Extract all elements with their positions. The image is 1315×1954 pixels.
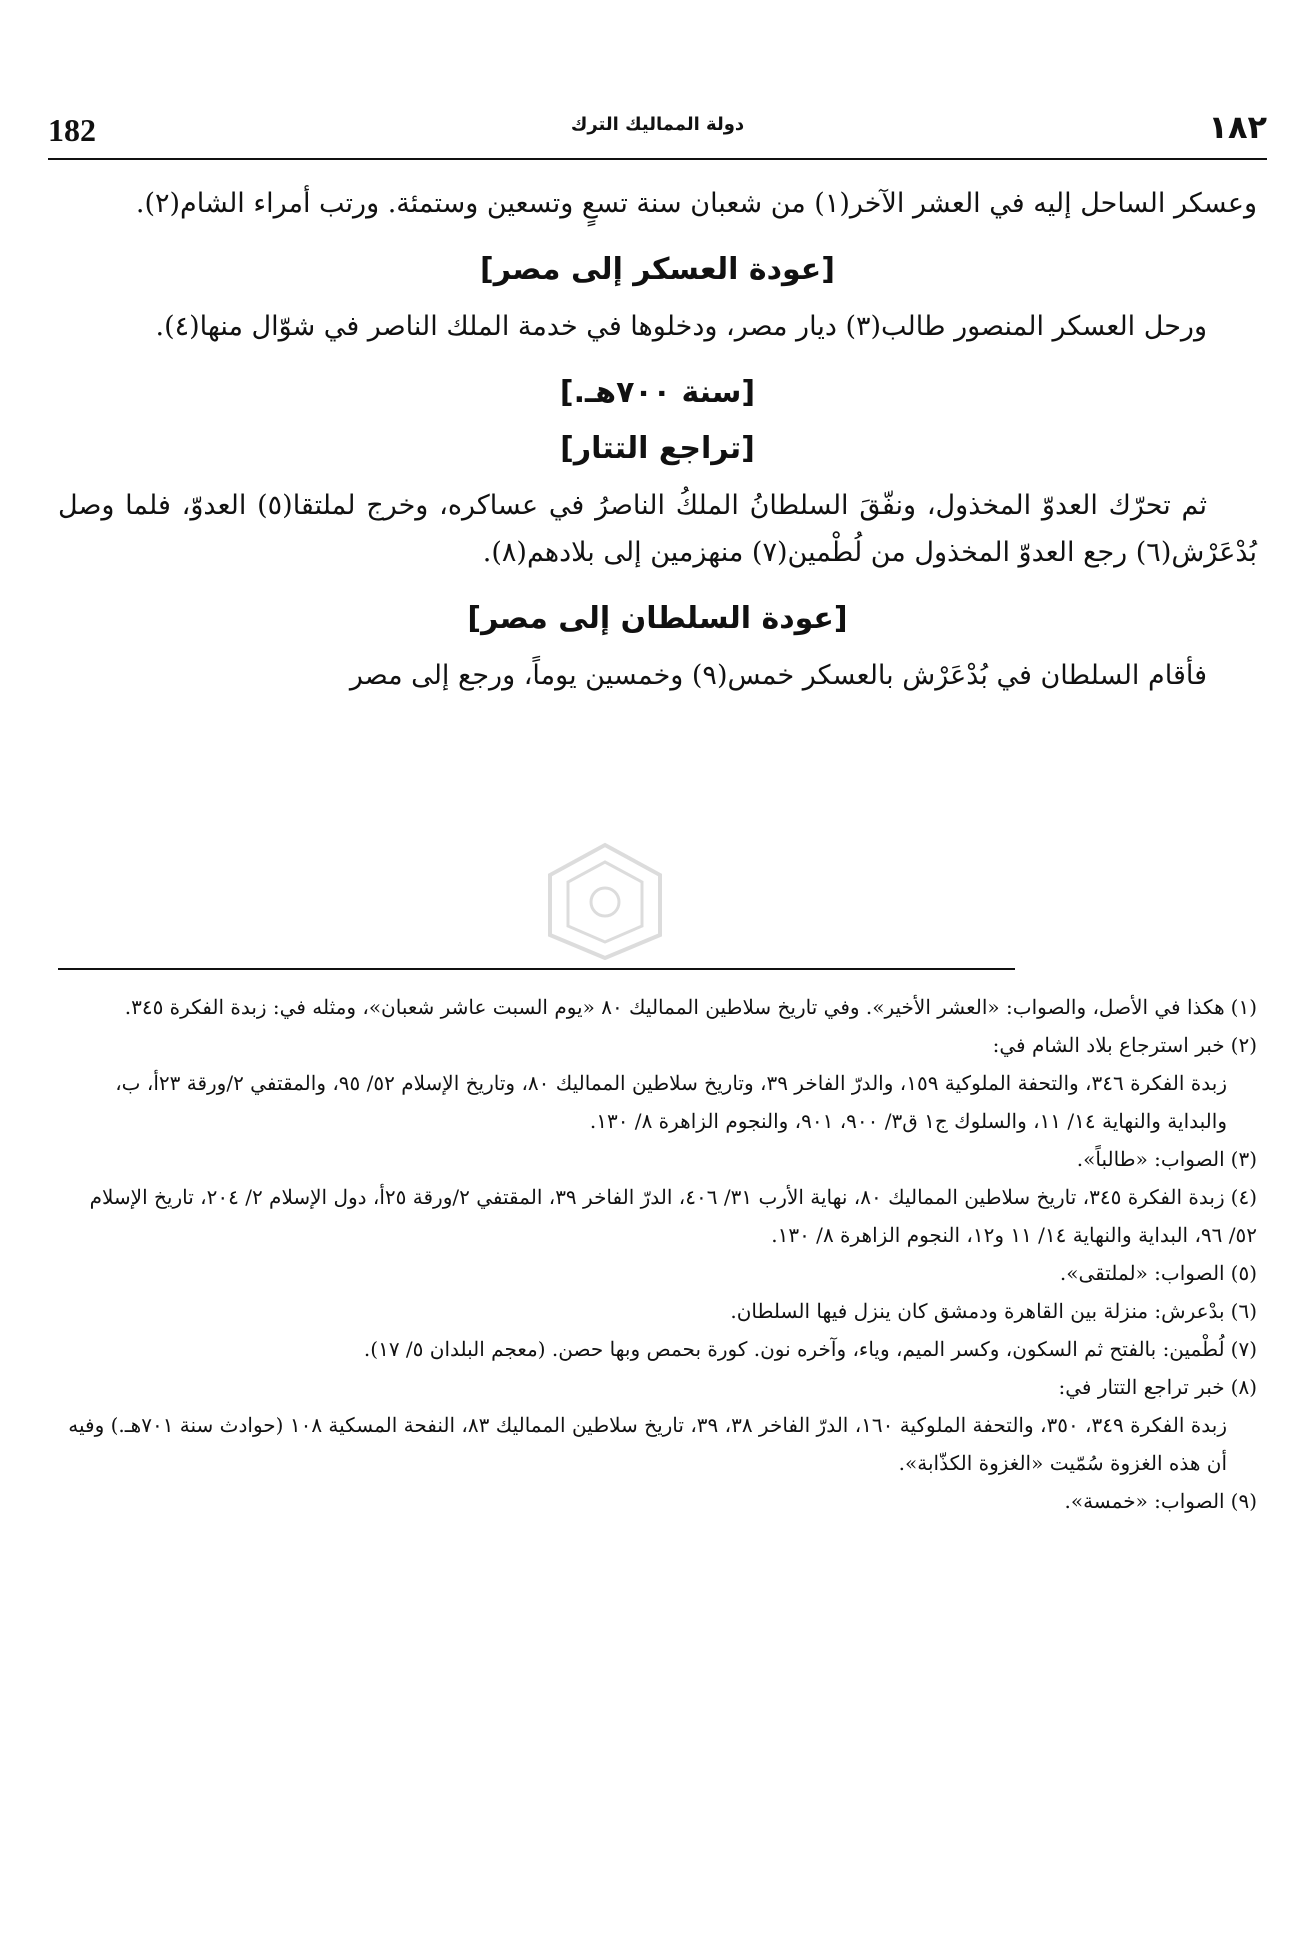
footnote-8-sources: زبدة الفكرة ٣٤٩، ٣٥٠، والتحفة الملوكية ١٦٠، الدرّ الفاخر ٣٨، ٣٩، تاريخ سلاطين المماليك ٨٣، النفحة المسكية ١٠٨ (حوادث سنة ٧٠١هـ.) وفيه أن هذه الغزوة سُمّيت «الغزوة الكذّابة». bbox=[68, 1413, 1227, 1475]
year-heading: [سنة ٧٠٠هـ.] bbox=[559, 375, 756, 410]
footnote-6: (٦)بدْعرش: منزلة بين القاهرة ودمشق كان ينزل فيها السلطان. bbox=[730, 1299, 1257, 1323]
paragraph-1: وعسكر الساحل إليه في العشر الآخر(١) من شعبان سنة تسعٍ وتسعين وستمئة. ورتب أمراء الشام(٢). bbox=[135, 188, 1257, 219]
paragraph-4: فأقام السلطان في بُدْعَرْش بالعسكر خمس(٩) وخمسين يوماً، ورجع إلى مصر bbox=[349, 660, 1207, 691]
paragraph-3: ثم تحرّك العدوّ المخذول، ونفّقَ السلطانُ الملكُ الناصرُ في عساكره، وخرج لملتقا(٥) العدوّ، فلما وصل بُدْعَرْش(٦) رجع العدوّ المخذول من لُطْمين(٧) منهزمين إلى بلادهم(٨). bbox=[58, 490, 1257, 568]
footnote-2-sources: زبدة الفكرة ٣٤٦، والتحفة الملوكية ١٥٩، والدرّ الفاخر ٣٩، وتاريخ سلاطين المماليك ٨٠، وتاريخ الإسلام ٥٢/ ٩٥، والمقتفي ٢/ورقة ٢٣أ، ب، والبداية والنهاية ١٤/ ١١، والسلوك ج١ ق٣/ ٩٠٠، ٩٠١، والنجوم الزاهرة ٨/ ١٣٠. bbox=[115, 1071, 1227, 1133]
footnote-7: (٧)لُطْمين: بالفتح ثم السكون، وكسر الميم، وياء، وآخره نون. كورة بحمص وبها حصن. (معجم البلدان ٥/ ١٧). bbox=[363, 1337, 1257, 1361]
paragraph-2: ورحل العسكر المنصور طالب(٣) ديار مصر، ودخلوها في خدمة الملك الناصر في شوّال منها(٤). bbox=[155, 311, 1207, 342]
footnote-3: (٣)الصواب: «طالباً». bbox=[1076, 1147, 1257, 1171]
footnotes bbox=[58, 988, 1257, 1520]
section-heading-tatar-retreat: [تراجع التتار] bbox=[560, 431, 755, 466]
running-title: دولة المماليك الترك bbox=[570, 114, 745, 135]
section-heading-army-return: [عودة العسكر إلى مصر] bbox=[480, 252, 835, 287]
footnote-5: (٥)الصواب: «لملتقى». bbox=[1059, 1261, 1257, 1285]
main-text bbox=[58, 180, 1257, 699]
section-heading-sultan-return: [عودة السلطان إلى مصر] bbox=[467, 601, 848, 636]
footnote-rule bbox=[58, 968, 1015, 970]
library-watermark bbox=[540, 840, 670, 960]
footnote-1: (١)هكذا في الأصل، والصواب: «العشر الأخير». وفي تاريخ سلاطين المماليك ٨٠ «يوم السبت عاشر شعبان»، ومثله في: زبدة الفكرة ٣٤٥. bbox=[124, 995, 1257, 1019]
page-number-latin: 182 bbox=[48, 112, 96, 148]
footnote-9: (٩)الصواب: «خمسة». bbox=[1064, 1489, 1257, 1513]
page-number-arabic: ١٨٢ bbox=[1208, 108, 1267, 146]
header-rule bbox=[48, 158, 1267, 160]
footnote-2: (٢)خبر استرجاع بلاد الشام في: bbox=[992, 1033, 1257, 1057]
footnote-4: (٤)زبدة الفكرة ٣٤٥، تاريخ سلاطين المماليك ٨٠، نهاية الأرب ٣١/ ٤٠٦، الدرّ الفاخر ٣٩، المقتفي ٢/ورقة ٢٥أ، دول الإسلام ٢/ ٢٠٤، تاريخ الإسلام ٥٢/ ٩٦، البداية والنهاية ١٤/ ١١ و١٢، النجوم الزاهرة ٨/ ١٣٠. bbox=[89, 1185, 1257, 1247]
page-header bbox=[48, 108, 1267, 158]
footnote-8: (٨)خبر تراجع التتار في: bbox=[1058, 1375, 1257, 1399]
